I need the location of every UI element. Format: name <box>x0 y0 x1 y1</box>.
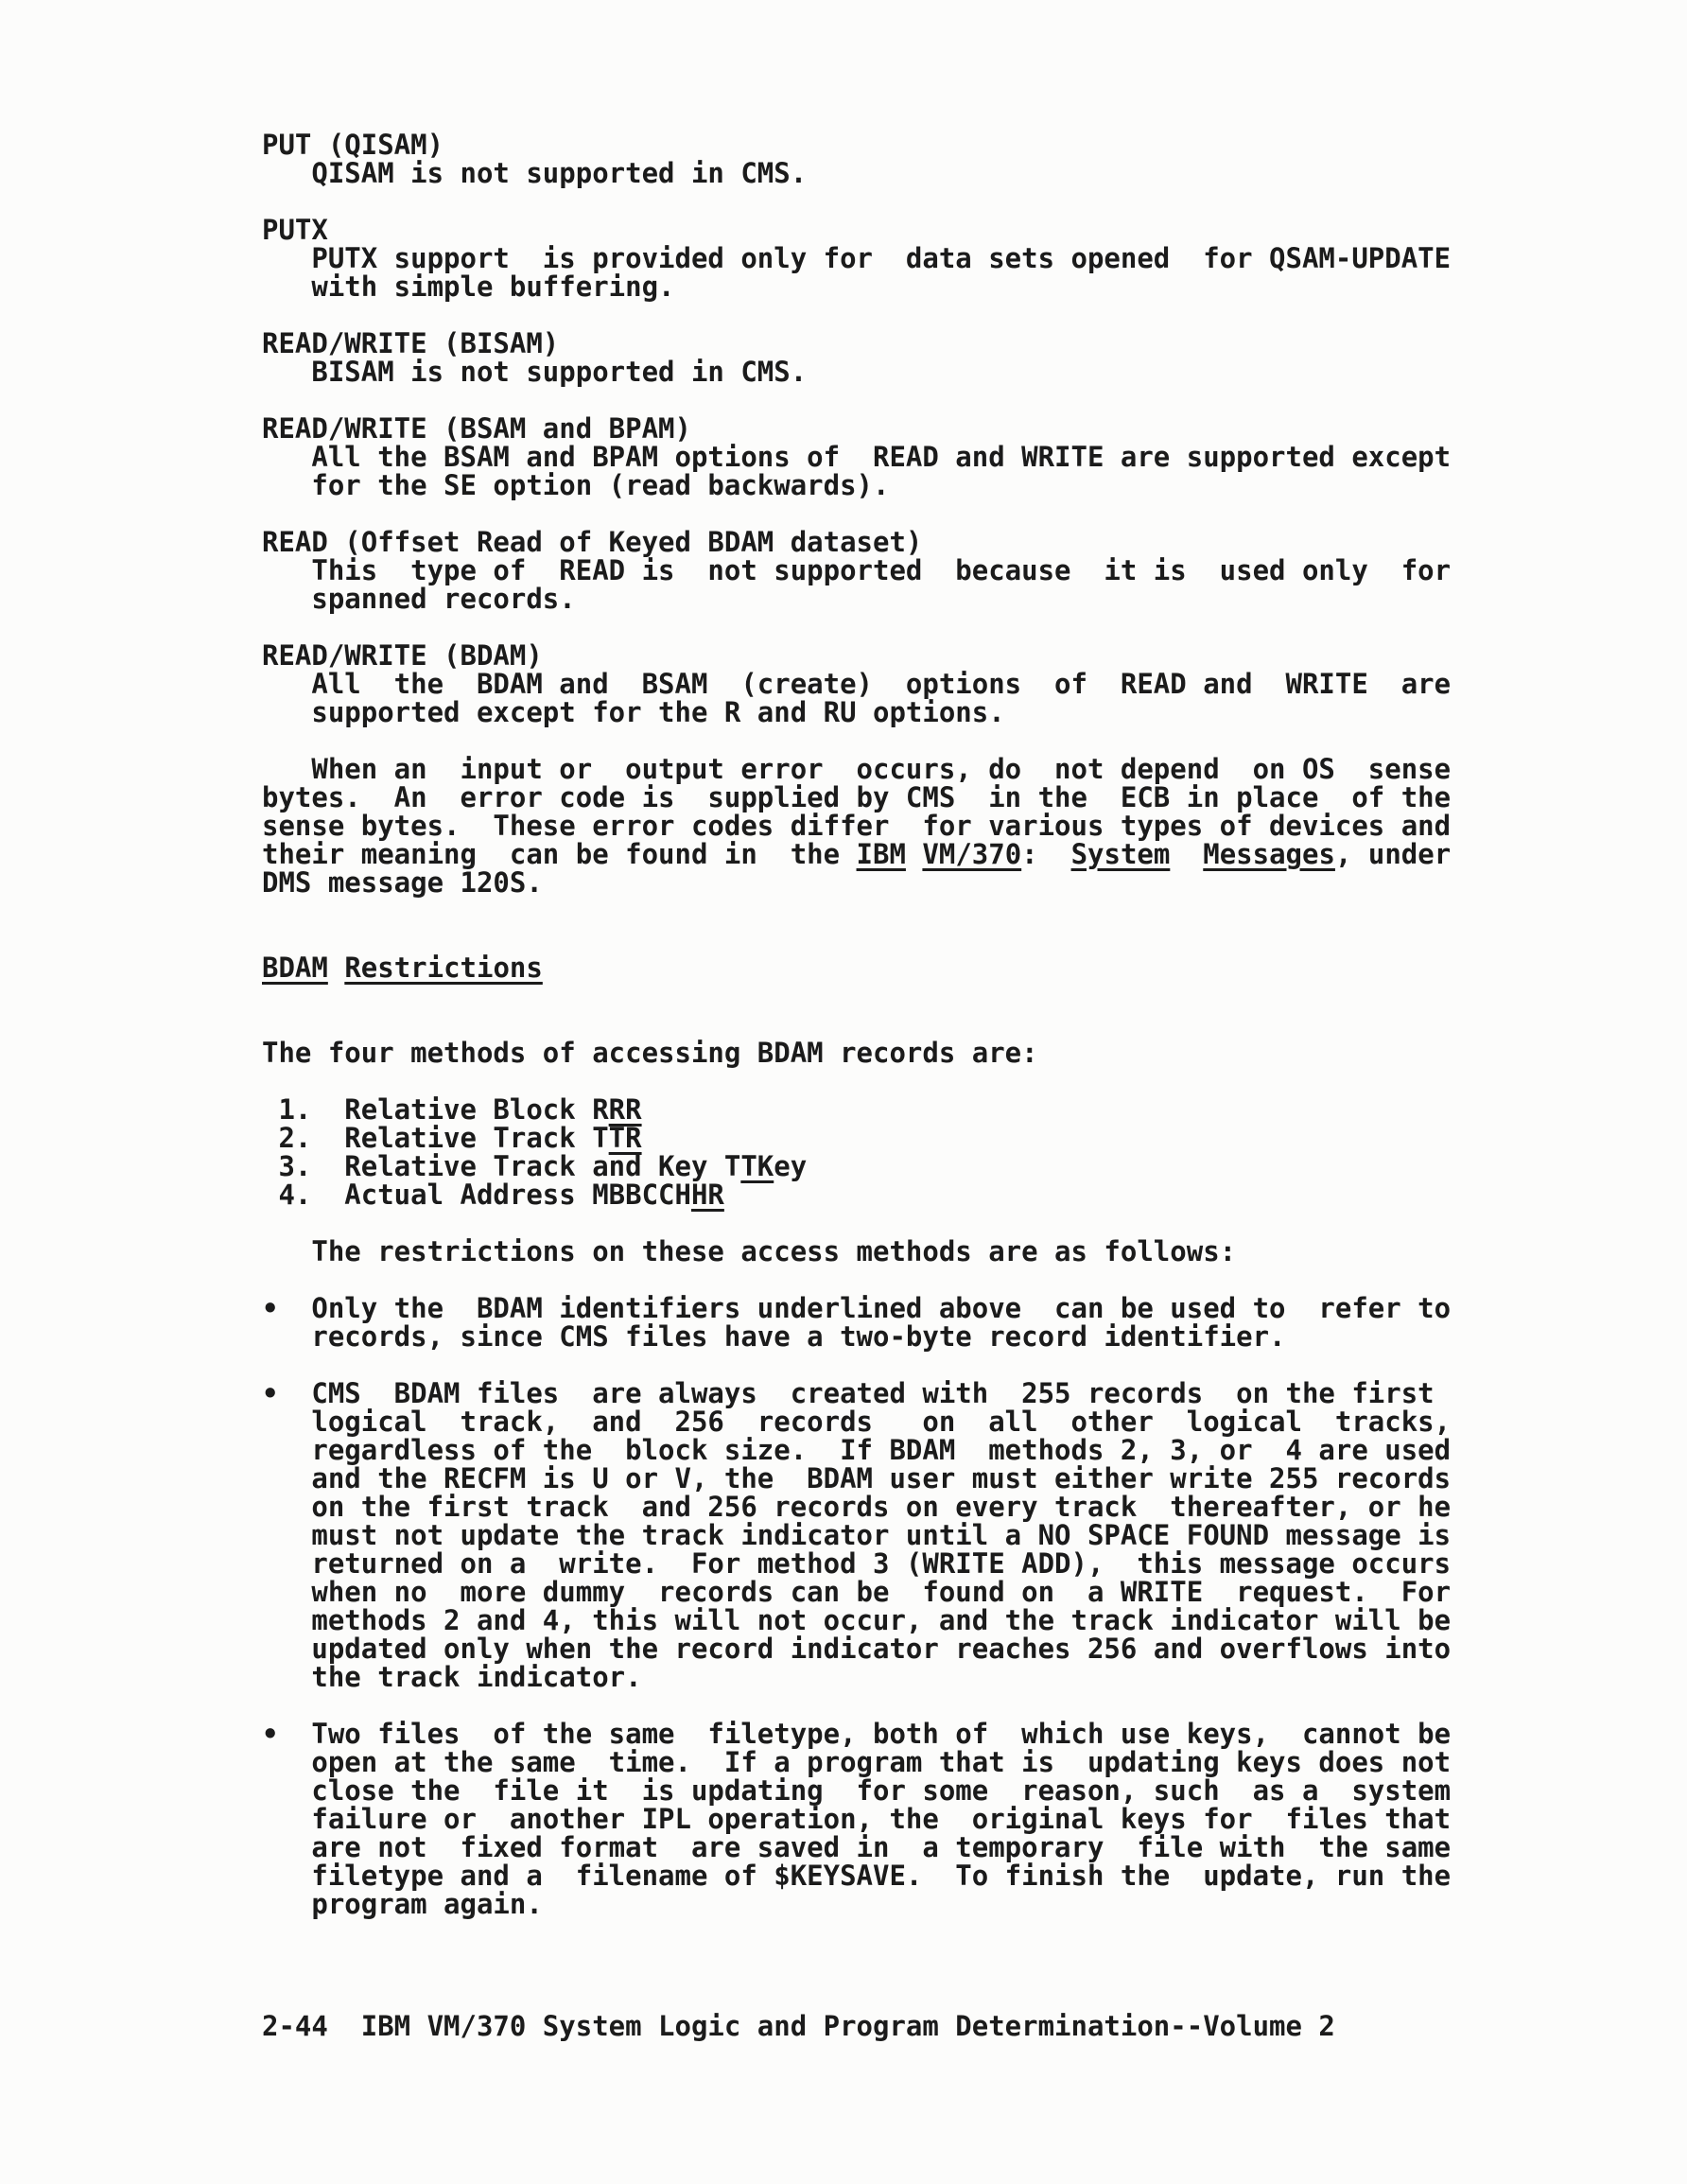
text-line <box>262 953 1451 982</box>
text-run: PUTX support is provided only for data sets opened for QSAM-UPDATE <box>262 242 1452 274</box>
text-line <box>262 840 1451 868</box>
text-line <box>262 471 1451 499</box>
text-line <box>262 1578 1451 1606</box>
text-line <box>262 1152 1451 1180</box>
text-run: bytes. An error code is supplied by CMS in the ECB in place of the <box>262 781 1452 813</box>
text-run: 1. Relative Block R <box>262 1093 609 1126</box>
text-run: for the SE option (read backwards). <box>262 469 890 501</box>
text-run: updated only when the record indicator reaches 256 and overflows into <box>262 1633 1452 1665</box>
text-line <box>262 1833 1451 1861</box>
text-run: 3. Relative Track and Key T <box>262 1150 741 1182</box>
text-line <box>262 1095 1451 1124</box>
text-line <box>262 1322 1451 1351</box>
text-run: must not update the track indicator until a NO SPACE FOUND message is <box>262 1519 1452 1551</box>
text-run: All the BSAM and BPAM options of READ and WRITE are supported except <box>262 441 1452 473</box>
underlined-text: IBM <box>856 838 906 870</box>
text-run <box>1170 838 1203 870</box>
page-footer <box>262 2012 1451 2040</box>
text-run: READ (Offset Read of Keyed BDAM dataset) <box>262 526 923 558</box>
underlined-text: HR <box>690 1179 724 1211</box>
text-run: , under <box>1334 838 1452 870</box>
text-line <box>262 783 1451 812</box>
text-line <box>262 1720 1451 1748</box>
text-line <box>262 443 1451 471</box>
text-line <box>262 1549 1451 1578</box>
text-run: The restrictions on these access methods are as follows: <box>262 1235 1237 1267</box>
text-run: spanned records. <box>262 583 576 615</box>
text-line <box>262 1124 1451 1152</box>
text-line <box>262 1663 1451 1691</box>
text-line <box>262 1039 1451 1067</box>
text-run <box>328 952 344 984</box>
text-run: program again. <box>262 1888 543 1920</box>
text-run: BISAM is not supported in CMS. <box>262 356 808 388</box>
bullet-identifiers <box>262 1294 1451 1351</box>
section-read-write-bisam <box>262 329 1451 386</box>
text-line <box>262 585 1451 613</box>
text-run: When an input or output error occurs, do not depend on OS sense <box>262 753 1452 785</box>
text-line <box>262 1493 1451 1521</box>
text-line <box>262 216 1451 244</box>
text-run: READ/WRITE (BISAM) <box>262 327 560 359</box>
text-line <box>262 1237 1451 1266</box>
list-access-methods <box>262 1095 1451 1209</box>
text-line <box>262 272 1451 301</box>
text-line <box>262 131 1451 159</box>
text-line <box>262 868 1451 897</box>
text-run: open at the same time. If a program that is updating keys does not <box>262 1746 1452 1778</box>
text-line <box>262 812 1451 840</box>
text-run: their meaning can be found in the <box>262 838 857 870</box>
text-run: PUT (QISAM) <box>262 129 444 161</box>
text-line <box>262 1407 1451 1436</box>
text-line <box>262 1805 1451 1833</box>
text-run: the track indicator. <box>262 1661 642 1693</box>
underlined-text: BDAM <box>262 952 328 984</box>
text-line <box>262 329 1451 358</box>
text-run: filetype and a filename of $KEYSAVE. To finish the update, run the <box>262 1860 1452 1892</box>
text-line <box>262 1748 1451 1776</box>
text-run: READ/WRITE (BDAM) <box>262 639 543 672</box>
text-line <box>262 698 1451 726</box>
text-line <box>262 1379 1451 1407</box>
text-line <box>262 1861 1451 1890</box>
text-run: DMS message 120S. <box>262 866 543 899</box>
text-run: This type of READ is not supported because it is used only for <box>262 554 1452 586</box>
text-run: and the RECFM is U or V, the BDAM user must either write 255 records <box>262 1462 1452 1494</box>
section-put-qisam <box>262 131 1451 187</box>
text-line <box>262 1521 1451 1549</box>
text-run: when no more dummy records can be found on a WRITE request. For <box>262 1576 1452 1608</box>
text-run: close the file it is updating for some reason, such as a system <box>262 1774 1452 1807</box>
text-line <box>262 244 1451 272</box>
section-read-write-bdam <box>262 641 1451 726</box>
text-run: regardless of the block size. If BDAM methods 2, 3, or 4 are used <box>262 1434 1452 1466</box>
section-read-offset <box>262 528 1451 613</box>
text-run: records, since CMS files have a two-byte record identifier. <box>262 1320 1286 1353</box>
text-line <box>262 2012 1451 2040</box>
text-run: The four methods of accessing BDAM records are: <box>262 1037 1038 1069</box>
text-run: with simple buffering. <box>262 271 675 303</box>
text-run: supported except for the R and RU options. <box>262 696 1005 728</box>
text-run: 2. Relative Track T <box>262 1122 609 1154</box>
text-run: : <box>1021 838 1071 870</box>
text-line <box>262 1606 1451 1634</box>
text-line <box>262 670 1451 698</box>
text-run: are not fixed format are saved in a temporary file with the same <box>262 1831 1452 1863</box>
text-line <box>262 1776 1451 1805</box>
text-line <box>262 1436 1451 1464</box>
text-run: failure or another IPL operation, the original keys for files that <box>262 1803 1452 1835</box>
text-run: sense bytes. These error codes differ for various types of devices and <box>262 810 1452 842</box>
underlined-text: Messages <box>1203 838 1335 870</box>
text-run: QISAM is not supported in CMS. <box>262 157 808 189</box>
text-line <box>262 1890 1451 1918</box>
underlined-text: Restrictions <box>344 952 543 984</box>
text-run: on the first track and 256 records on every track thereafter, or he <box>262 1491 1452 1523</box>
text-run: • CMS BDAM files are always created with 255 records on the first <box>262 1377 1435 1409</box>
text-run: • Two files of the same filetype, both of which use keys, cannot be <box>262 1718 1452 1750</box>
text-run: 2-44 IBM VM/370 System Logic and Program Determination--Volume 2 <box>262 2010 1335 2042</box>
page-content <box>262 131 1451 2040</box>
underlined-text: TK <box>740 1150 774 1182</box>
underlined-text: RR <box>608 1093 642 1126</box>
text-line <box>262 1634 1451 1663</box>
text-run: returned on a write. For method 3 (WRITE ADD), this message occurs <box>262 1547 1452 1580</box>
underlined-text: VM/370 <box>922 838 1022 870</box>
section-putx <box>262 216 1451 301</box>
text-line <box>262 414 1451 443</box>
paragraph-error-codes <box>262 755 1451 897</box>
heading-bdam-restrictions <box>262 953 1451 982</box>
text-run: PUTX <box>262 214 328 246</box>
text-run: All the BDAM and BSAM (create) options of READ and WRITE are <box>262 668 1452 700</box>
text-line <box>262 755 1451 783</box>
text-line <box>262 641 1451 670</box>
text-run: READ/WRITE (BSAM and BPAM) <box>262 412 691 445</box>
text-line <box>262 556 1451 585</box>
underlined-text: TR <box>608 1122 642 1154</box>
text-run: 4. Actual Address MBBCCH <box>262 1179 691 1211</box>
text-line <box>262 1180 1451 1209</box>
text-run: • Only the BDAM identifiers underlined above can be used to refer to <box>262 1292 1452 1324</box>
paragraph-restrictions-intro <box>262 1237 1451 1266</box>
text-run <box>906 838 922 870</box>
bullet-keysave <box>262 1720 1451 1918</box>
text-line <box>262 528 1451 556</box>
text-run: methods 2 and 4, this will not occur, and the track indicator will be <box>262 1604 1452 1636</box>
section-read-write-bsam-bpam <box>262 414 1451 499</box>
text-line <box>262 1464 1451 1493</box>
text-line <box>262 159 1451 187</box>
underlined-text: System <box>1070 838 1171 870</box>
bullet-track-records <box>262 1379 1451 1691</box>
text-run: logical track, and 256 records on all other logical tracks, <box>262 1406 1452 1438</box>
text-run: ey <box>774 1150 808 1182</box>
text-line <box>262 358 1451 386</box>
text-line <box>262 1294 1451 1322</box>
paragraph-four-methods <box>262 1039 1451 1067</box>
